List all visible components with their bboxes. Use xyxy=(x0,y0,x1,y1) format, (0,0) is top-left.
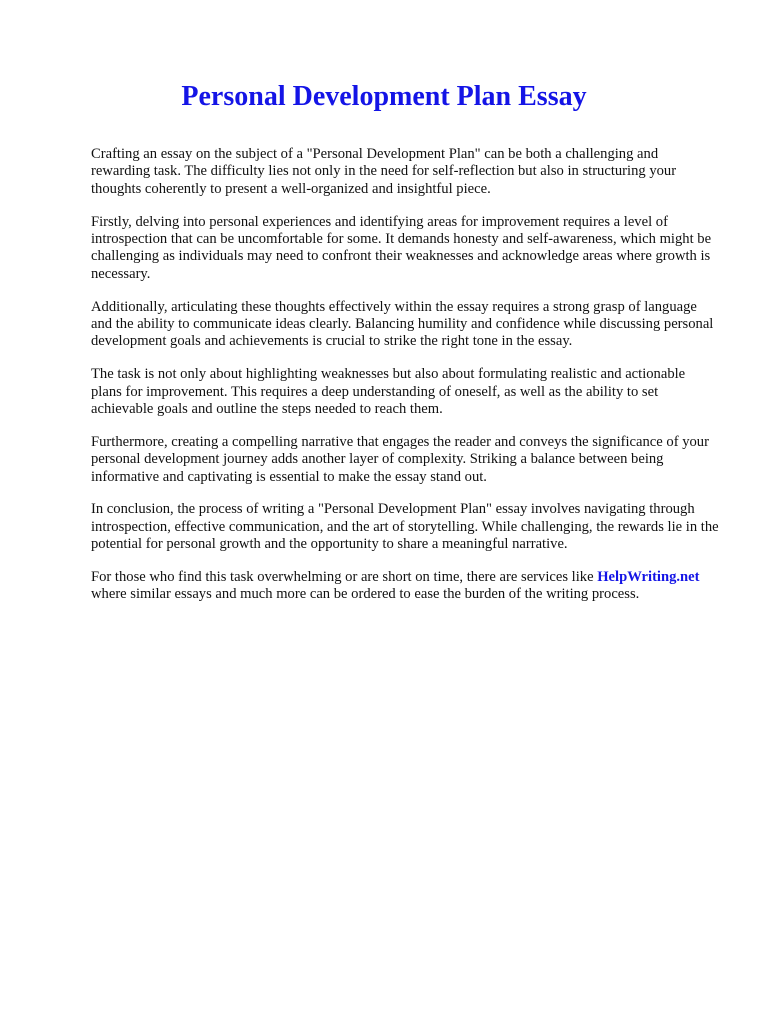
paragraph-intro: Crafting an essay on the subject of a "Personal Development Plan" can be both a challenging and rewarding task. The difficulty lies not only in the need for self-reflection but also in structuring your thoughts coherently to present a well-organized and insightful piece. xyxy=(91,146,677,197)
paragraph-introspection: Firstly, delving into personal experiences and identifying areas for improvement requires a level of introspection that can be uncomfortable for some. It demands honesty and self-awareness, which might be challenging as individuals may need to confront their weaknesses and acknowledge areas where growth is necessary. xyxy=(91,213,712,282)
paragraph-articulation: Additionally, articulating these thoughts effectively within the essay requires a strong grasp of language and the ability to communicate ideas clearly. Balancing humility and confidence while discussing personal development goals and achievements is crucial to strike the right tone in the essay. xyxy=(91,298,714,350)
page-title: Personal Development Plan Essay xyxy=(181,81,587,112)
paragraph-narrative: Furthermore, creating a compelling narrative that engages the reader and conveys the significance of your personal development journey adds another layer of complexity. Striking a balance between being informative and captivating is essential to make the essay stand out. xyxy=(91,433,709,485)
paragraph-action-plans: The task is not only about highlighting weaknesses but also about formulating realistic and actionable plans for improvement. This requires a deep understanding of oneself, as well as the ability to set achievable goals and outline the steps needed to reach them. xyxy=(91,366,686,418)
paragraph-closing xyxy=(91,569,719,604)
essay-body xyxy=(91,146,719,619)
closing-text-before-link: For those who find this task overwhelming or are short on time, there are services like xyxy=(91,569,598,586)
closing-text-after-link: where similar essays and much more can be ordered to ease the burden of the writing process. xyxy=(91,586,640,603)
helpwriting-link[interactable]: HelpWriting.net xyxy=(597,569,700,586)
paragraph-conclusion: In conclusion, the process of writing a "Personal Development Plan" essay involves navigating through introspection, effective communication, and the art of storytelling. While challenging, the rewards lie in the potential for personal growth and the opportunity to share a meaningful narrative. xyxy=(91,501,719,553)
